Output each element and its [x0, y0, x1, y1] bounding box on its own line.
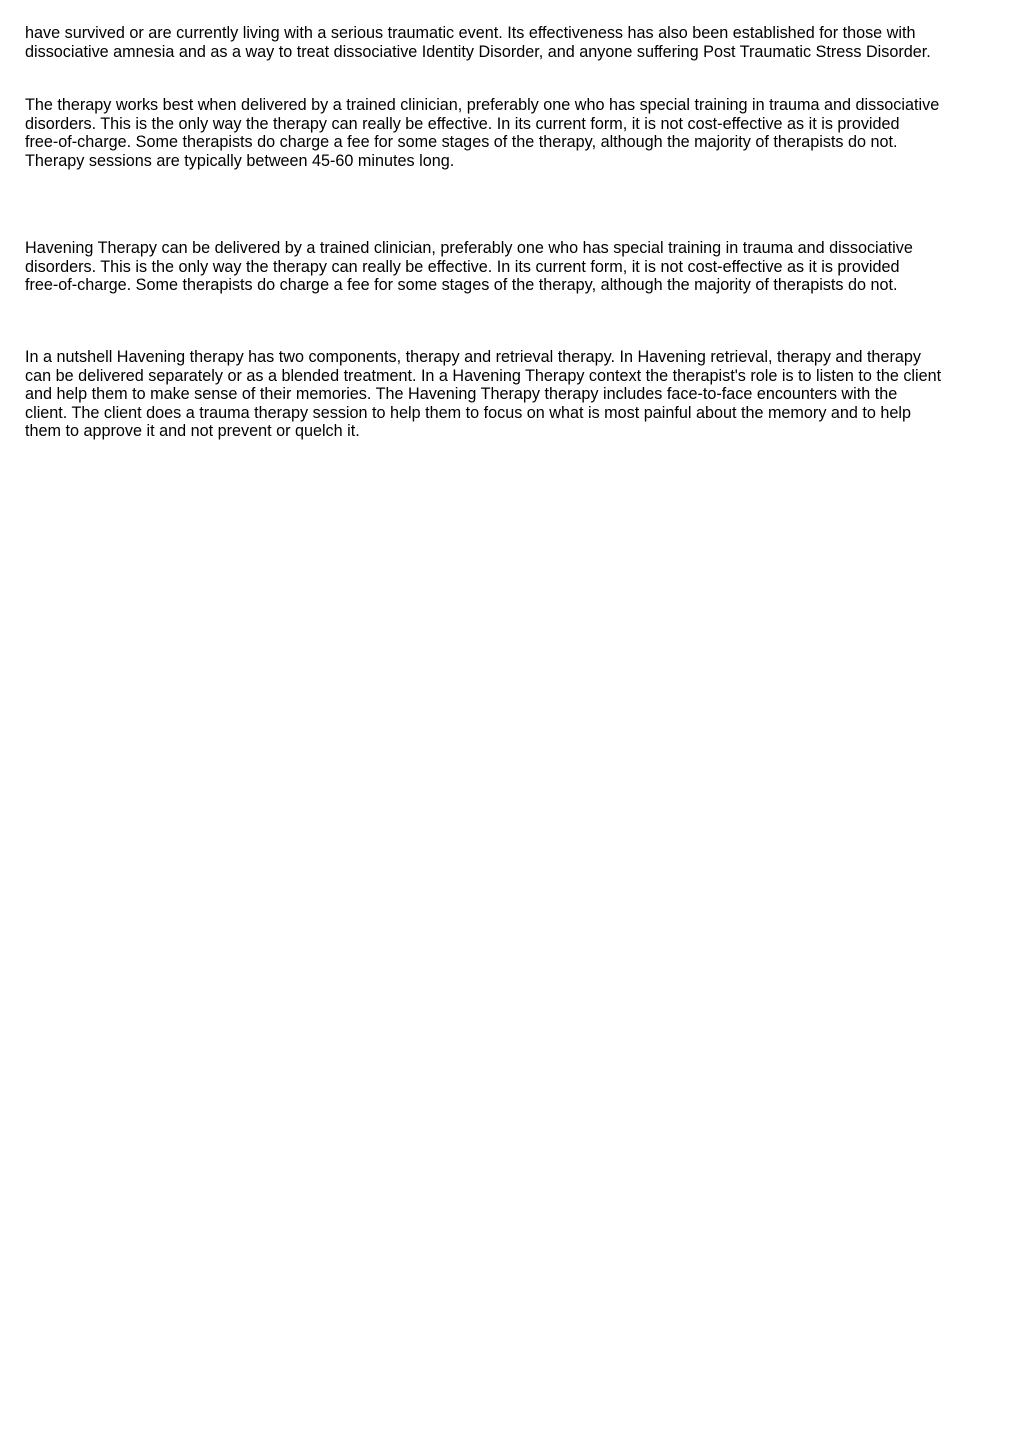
- text-line: them to approve it and not prevent or quelch it.: [25, 422, 360, 440]
- text-line: client. The client does a trauma therapy session to help them to focus on what is most painful about the memory and to help: [25, 403, 912, 422]
- text-line: disorders. This is the only way the therapy can really be effective. In its current form, it is not cost-effective as it is provided: [25, 257, 900, 276]
- text-line: Therapy sessions are typically between 45-60 minutes long.: [25, 151, 455, 170]
- paragraph-therapy-works-best: [25, 96, 1005, 170]
- paragraph-nutshell: [25, 348, 1005, 441]
- text-line: In a nutshell Havening therapy has two components, therapy and retrieval therapy. In Havening retrieval, therapy and therapy: [25, 348, 921, 366]
- text-line: free-of-charge. Some therapists do charge a fee for some stages of the therapy, although the majority of therapists do not.: [25, 133, 898, 151]
- text-line: The therapy works best when delivered by a trained clinician, preferably one who has special training in trauma and dissociative: [25, 96, 940, 114]
- text-line: have survived or are currently living with a serious traumatic event. Its effectiveness has also been established for those with: [25, 24, 916, 42]
- text-line: and help them to make sense of their memories. The Havening Therapy therapy includes face-to-face encounters with the: [25, 385, 898, 403]
- text-line: free-of-charge. Some therapists do charge a fee for some stages of the therapy, although the majority of therapists do not.: [25, 276, 898, 294]
- text-line: can be delivered separately or as a blended treatment. In a Havening Therapy context the therapist's role is to listen to the client: [25, 366, 942, 385]
- paragraph-effectiveness: [25, 24, 1005, 61]
- text-line: disorders. This is the only way the therapy can really be effective. In its current form, it is not cost-effective as it is provided: [25, 114, 900, 133]
- paragraph-havening-delivery: [25, 239, 1005, 295]
- text-line: Havening Therapy can be delivered by a trained clinician, preferably one who has special training in trauma and dissociative: [25, 239, 913, 257]
- text-line: dissociative amnesia and as a way to treat dissociative Identity Disorder, and anyone suffering Post Traumatic Stress Disorder.: [25, 42, 931, 61]
